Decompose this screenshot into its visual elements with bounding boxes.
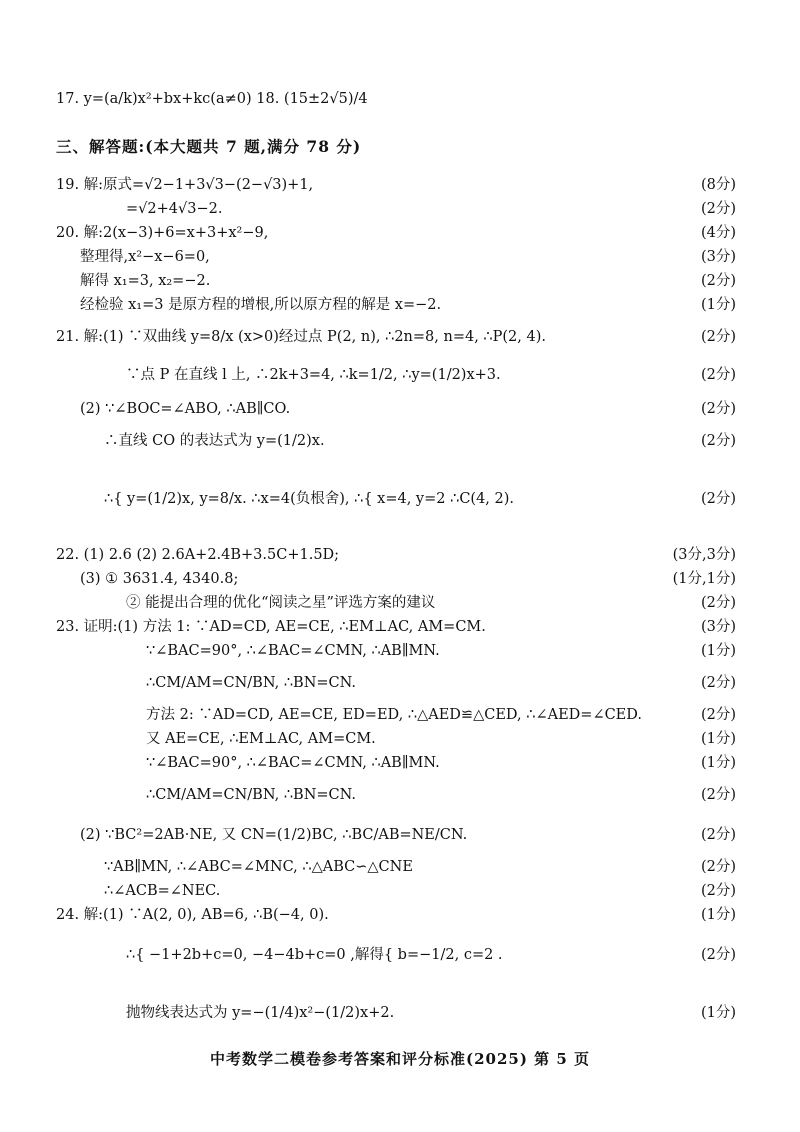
- score-points: (3分): [700, 619, 736, 635]
- score-points: (3分): [700, 249, 736, 265]
- answer-text: ∴{ −1+2b+c=0, −4−4b+c=0 ,解得{ b=−1/2, c=2 .: [126, 947, 503, 963]
- score-points: (8分): [700, 177, 736, 193]
- answer-line: [0, 222, 800, 244]
- answer-text: 抛物线表达式为 y=−(1/4)x²−(1/2)x+2.: [126, 1005, 395, 1021]
- answer-text: (2) ∵∠BOC=∠ABO, ∴AB∥CO.: [80, 401, 291, 417]
- page-footer: 中考数学二模卷参考答案和评分标准(2025) 第 5 页: [209, 1050, 591, 1068]
- answer-text: 20. 解:2(x−3)+6=x+3+x²−9,: [56, 225, 269, 241]
- answer-text: ∵AB∥MN, ∴∠ABC=∠MNC, ∴△ABC∽△CNE: [104, 859, 413, 875]
- answer-text: ∵∠BAC=90°, ∴∠BAC=∠CMN, ∴AB∥MN.: [146, 643, 440, 659]
- score-points: (2分): [700, 827, 736, 843]
- answer-text: ∴直线 CO 的表达式为 y=(1/2)x.: [104, 433, 325, 449]
- score-points: (3分,3分): [672, 547, 736, 563]
- answer-text: ∴CM/AM=CN/BN, ∴BN=CN.: [146, 675, 357, 691]
- answer-line: [0, 856, 800, 878]
- answer-line: [0, 246, 800, 268]
- score-points: (2分): [700, 273, 736, 289]
- answer-line: [0, 174, 800, 196]
- answer-text: ∵点 P 在直线 l 上, ∴2k+3=4, ∴k=1/2, ∴y=(1/2)x+3.: [126, 367, 501, 383]
- answer-text: 方法 2: ∵AD=CD, AE=CE, ED=ED, ∴△AED≌△CED, ∴∠AED=∠CED.: [146, 707, 642, 723]
- score-points: (1分): [700, 907, 736, 923]
- answer-text: (3) ① 3631.4, 4340.8;: [80, 571, 239, 587]
- answer-line: [0, 488, 800, 510]
- answer-text: 经检验 x₁=3 是原方程的增根,所以原方程的解是 x=−2.: [80, 297, 442, 313]
- answer-text: 17. y=(a/k)x²+bx+kc(a≠0) 18. (15±2√5)/4: [56, 91, 368, 107]
- score-points: (2分): [700, 433, 736, 449]
- score-points: (2分): [700, 491, 736, 507]
- answer-line: [0, 198, 800, 220]
- answer-line: [0, 672, 800, 694]
- answer-text: 23. 证明:(1) 方法 1: ∵AD=CD, AE=CE, ∴EM⊥AC, AM=CM.: [56, 619, 486, 635]
- score-points: (2分): [700, 787, 736, 803]
- answer-line: [0, 784, 800, 806]
- score-points: (2分): [700, 401, 736, 417]
- answer-line: [0, 880, 800, 902]
- score-points: (2分): [700, 707, 736, 723]
- answer-line: [0, 294, 800, 316]
- score-points: (2分): [700, 329, 736, 345]
- answer-line: [0, 430, 800, 452]
- answer-text: ∵∠BAC=90°, ∴∠BAC=∠CMN, ∴AB∥MN.: [146, 755, 440, 771]
- answer-text: ∴{ y=(1/2)x, y=8/x. ∴x=4(负根舍), ∴{ x=4, y=2 ∴C(4, 2).: [104, 491, 515, 507]
- answer-text: 21. 解:(1) ∵双曲线 y=8/x (x>0)经过点 P(2, n), ∴2n=8, n=4, ∴P(2, 4).: [56, 329, 546, 345]
- answer-text: 19. 解:原式=√2−1+3√3−(2−√3)+1,: [56, 177, 314, 193]
- answer-text: ∴CM/AM=CN/BN, ∴BN=CN.: [146, 787, 357, 803]
- answer-line: [0, 640, 800, 662]
- score-points: (1分,1分): [672, 571, 736, 587]
- score-points: (2分): [700, 201, 736, 217]
- score-points: (4分): [700, 225, 736, 241]
- answer-text: 又 AE=CE, ∴EM⊥AC, AM=CM.: [146, 731, 376, 747]
- answer-text: (2) ∵BC²=2AB·NE, 又 CN=(1/2)BC, ∴BC/AB=NE/CN.: [80, 827, 468, 843]
- answer-text: 整理得,x²−x−6=0,: [80, 249, 210, 265]
- answer-line: [0, 904, 800, 926]
- answer-line: [0, 544, 800, 566]
- score-points: (2分): [700, 367, 736, 383]
- answer-text: 解得 x₁=3, x₂=−2.: [80, 273, 211, 289]
- answer-line: [0, 326, 800, 348]
- score-points: (1分): [700, 297, 736, 313]
- score-points: (1分): [700, 1005, 736, 1021]
- score-points: (2分): [700, 947, 736, 963]
- score-points: (1分): [700, 643, 736, 659]
- answer-text: 24. 解:(1) ∵A(2, 0), AB=6, ∴B(−4, 0).: [56, 907, 329, 923]
- answer-line: [0, 270, 800, 292]
- answer-text: =√2+4√3−2.: [126, 201, 223, 217]
- answer-line: [0, 728, 800, 750]
- answer-line: [0, 568, 800, 590]
- answer-text: ② 能提出合理的优化“阅读之星”评选方案的建议: [126, 595, 436, 611]
- score-points: (1分): [700, 755, 736, 771]
- score-points: (2分): [700, 859, 736, 875]
- score-points: (2分): [700, 675, 736, 691]
- score-points: (2分): [700, 883, 736, 899]
- answer-line: [0, 752, 800, 774]
- answer-line: [0, 944, 800, 966]
- section-title: 三、解答题:(本大题共 7 题,满分 78 分): [56, 137, 362, 156]
- score-points: (2分): [700, 595, 736, 611]
- answer-line: [0, 592, 800, 614]
- section-heading: [0, 136, 800, 158]
- answer-line: [0, 704, 800, 726]
- answer-line: [0, 616, 800, 638]
- answer-text: 22. (1) 2.6 (2) 2.6A+2.4B+3.5C+1.5D;: [56, 547, 340, 563]
- score-points: (1分): [700, 731, 736, 747]
- answer-text: ∴∠ACB=∠NEC.: [104, 883, 221, 899]
- answer-line: [0, 1002, 800, 1024]
- answer-line: [0, 364, 800, 386]
- answer-line: [0, 824, 800, 846]
- answer-line: [0, 398, 800, 420]
- answer-line-17-18: [0, 88, 800, 110]
